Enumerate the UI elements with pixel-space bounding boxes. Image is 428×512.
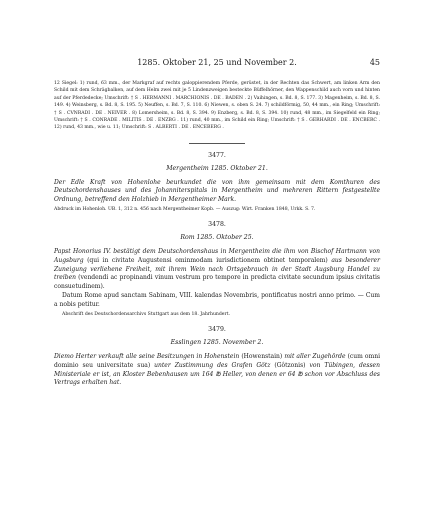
entry-place-date: Esslingen 1285. November 2. xyxy=(170,339,264,347)
regest-part: von Tübingen, dessen Ministeriale er ist, an Kloster Bebenhausen um 164 ℔ Heller, von denen er 64 ℔ schon vor Abschluss des Vertrags erhalten hat. xyxy=(54,361,380,387)
regest-part: aus besonderer Zuneigung verliehene Freiheit, mit ihrem Wein nach Ortsgebrauch in der Stadt Augsburg Handel zu treiben xyxy=(54,257,380,282)
entry-regest: Der Edle Kraft von Hohenlohe beurkundet die von ihm gemeinsam mit dem Komthuren des Deutschordenshauses und des Johanniterspitals in Mergentheim und mehreren Rittern festgestellte Ordnung, betreffend den Holzhieb in Mergentheimer Mark. xyxy=(54,178,380,204)
regest-part: unter Zustimmung des Grafen Götz xyxy=(154,361,271,369)
regest-name-quote: (Gôtzonis) xyxy=(274,361,306,369)
regest-part: mit aller Zugehörde xyxy=(284,353,346,361)
entry-dating-clause: Datum Rome apud sanctam Sabinam, VIII. kalendas Novembris, pontificatus nostri anno primo. — Cum a nobis petitur. xyxy=(54,292,380,308)
separator-rule xyxy=(189,143,245,144)
regest-place-quote: (Howenstain) xyxy=(241,353,283,361)
entry-place-date: Rom 1285. Oktober 25. xyxy=(180,234,254,242)
regest-latin-quote: (cum omni dominio seu universitate sua) xyxy=(54,353,380,369)
entry-number: 3479. xyxy=(208,326,226,334)
regest-latin-quote: (vendendi ac propinandi vinum vestrum pro tempore in predicta civitate secundum ipsius civitatis consuetudinem). xyxy=(54,274,380,290)
entry-number: 3477. xyxy=(208,151,226,159)
entry-source-note: Abdruck im Hohenloh. UB. 1, 312 n. 456 nach Mergentheimer Kopb. — Auszug: Wirt. Franken 1848, Urkk. S. 7. xyxy=(54,206,316,212)
regest-latin-quote: (qui in civitate Augustensi ominmodam iurisdictionem obtinet temporalem) xyxy=(87,257,328,265)
entry-number: 3478. xyxy=(208,221,226,229)
regest-part: Diemo Herter verkauft alle seine Besitzungen in Hohenstein xyxy=(54,353,240,361)
running-header xyxy=(54,58,380,72)
header-title: 1285. Oktober 21, 25 und November 2. xyxy=(137,58,297,67)
entry-regest xyxy=(54,248,380,291)
page-number: 45 xyxy=(369,58,380,67)
regest-part: Papst Honorius IV. bestätigt dem Deutschordenshaus in Mergentheim die ihm von Bischof Hartmann von Augsburg xyxy=(54,248,380,265)
entry-source-note: Abschrift des Deutschordensarchivs Stuttgart aus dem 18. Jahrhundert. xyxy=(62,311,231,317)
seal-footnote: 12 Siegel: 1) rund, 63 mm., der Markgraf auf rechts galoppierendem Pferde, gerüstet, in der Rechten das Schwert, am linken Arm den Schild mit dem Schrägbalken, auf dem Helm zwei mit je 5 Lindenzweigen besteckte Büffelhörner, den Wappenschild auch vorn und hinten auf der Pferdedecke; Umschrift: † S . HERMANNI . MARCHIONIS . DE . BADEN . 2) Vaihingen, s. Bd. 8, S. 177. 3) Magenheim, s. Bd. 8, S. 149. 4) Weinsberg, s. Bd. 8, S. 195. 5) Neuffen, s. Bd. 7, S. 110. 6) Niewen, s. oben S. 24. 7) schildförmig, 50, 44 mm., ein Ring; Umschrift: † S . CVNRADI . DE . NEIVER . 8) Lomersheim, s. Bd. 8, S. 394. 9) Enzberg, s. Bd. 8, S. 394. 10) rund, 48 mm., im Siegelfeld ein Ring; Umschrift: † S . CONRADE . MILITIS . DE . ENZBG . 11) rund, 40 mm., im Schild ein Ring; Umschrift: † S . GERHARDI . DE . ENCBERC . 12) rund, 43 mm., wie u. 11; Umschrift: S . ALBERTI . DE . ENCEBERG . xyxy=(54,81,380,131)
entry-place-date: Mergentheim 1285. Oktober 21. xyxy=(166,164,268,172)
entry-regest xyxy=(54,353,380,387)
